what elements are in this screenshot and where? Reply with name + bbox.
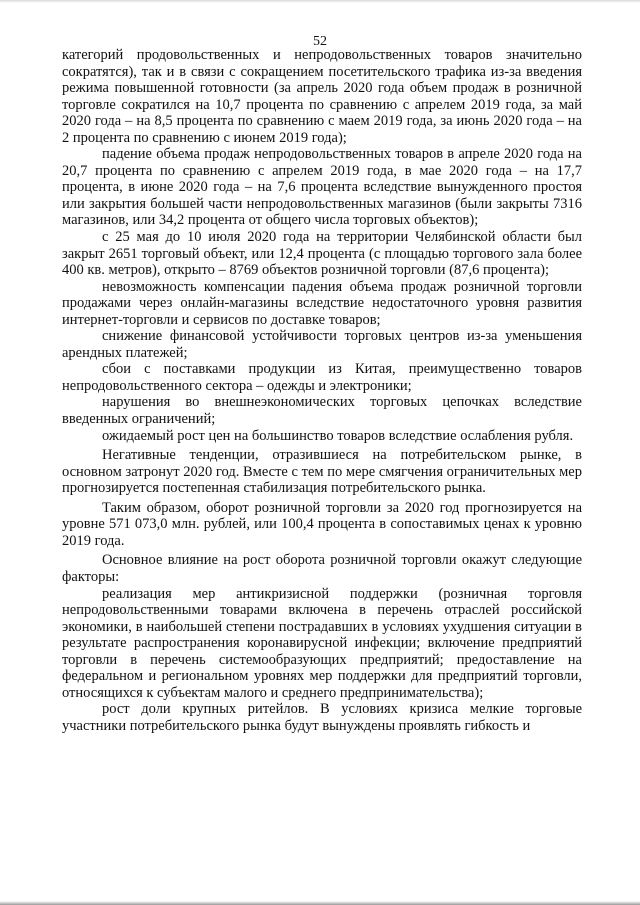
paragraph: падение объема продаж непродовольственных товаров в апреле 2020 года на 20,7 процента по сравнению с апрелем 2019 года, в мае 2020 года – на 17,7 процента, в июне 2020 года – на 7,6 процента вследствие вынужденного простоя или закрытия большей части непродовольственных магазинов (были закрыты 7316 магазинов, или 34,2 процента от общего числа торговых объектов);: [62, 146, 582, 229]
paragraph: Основное влияние на рост оборота розничной торговли окажут следующие факторы:: [62, 552, 582, 585]
paragraph: Таким образом, оборот розничной торговли за 2020 год прогнозируется на уровне 571 073,0 млн. рублей, или 100,4 процента в сопоставимых ценах к уровню 2019 года.: [62, 499, 582, 549]
scan-edge-top: [0, 0, 640, 3]
paragraph: Негативные тенденции, отразившиеся на потребительском рынке, в основном затронут 2020 год. Вместе с тем по мере смягчения ограничительных мер прогнозируется постепенная стабилизация потребительского рынка.: [62, 447, 582, 497]
paragraph: сбои с поставками продукции из Китая, преимущественно товаров непродовольственного сектора – одежды и электроники;: [62, 361, 582, 394]
paragraph: категорий продовольственных и непродовольственных товаров значительно сократятся), так и в связи с сокращением посетительского трафика из-за введения режима повышенной готовности (за апрель 2020 года объем продаж в розничной торговле сократился на 10,7 процента по сравнению с апрелем 2019 года, за май 2020 года – на 8,5 процента по сравнению с маем 2019 года, за июнь 2020 года – на 2 процента по сравнению с июнем 2019 года);: [62, 47, 582, 146]
paragraph: реализация мер антикризисной поддержки (розничная торговля непродовольственными товарами включена в перечень отраслей российской экономики, в наибольшей степени пострадавших в условиях ухудшения ситуации в результате распространения коронавирусной инфекции; включение предприятий торговли в перечень системообразующих предприятий; предоставление на федеральном и региональном уровнях мер поддержки для предприятий торговли, относящихся к субъектам малого и среднего предпринимательства);: [62, 585, 582, 701]
paragraph: рост доли крупных ритейлов. В условиях кризиса мелкие торговые участники потребительского рынка будут вынуждены проявлять гибкость и: [62, 701, 582, 734]
scan-edge-bottom: [0, 901, 640, 905]
paragraph: с 25 мая до 10 июля 2020 года на территории Челябинской области был закрыт 2651 торговый объект, или 12,4 процента (с площадью торгового зала более 400 кв. метров), открыто – 8769 объектов розничной торговли (87,6 процента);: [62, 229, 582, 279]
paragraph: нарушения во внешнеэкономических торговых цепочках вследствие введенных ограничений;: [62, 394, 582, 428]
page-number: 52: [313, 34, 327, 49]
paragraph: ожидаемый рост цен на большинство товаров вследствие ослабления рубля.: [102, 427, 574, 444]
paragraph: снижение финансовой устойчивости торговых центров из-за уменьшения арендных платежей;: [62, 328, 582, 361]
body-text: [62, 47, 582, 734]
paragraph: невозможность компенсации падения объема продаж розничной торговли продажами через онлайн-магазины вследствие недостаточного уровня развития интернет-торговли и сервисов по доставке товаров;: [62, 278, 582, 328]
